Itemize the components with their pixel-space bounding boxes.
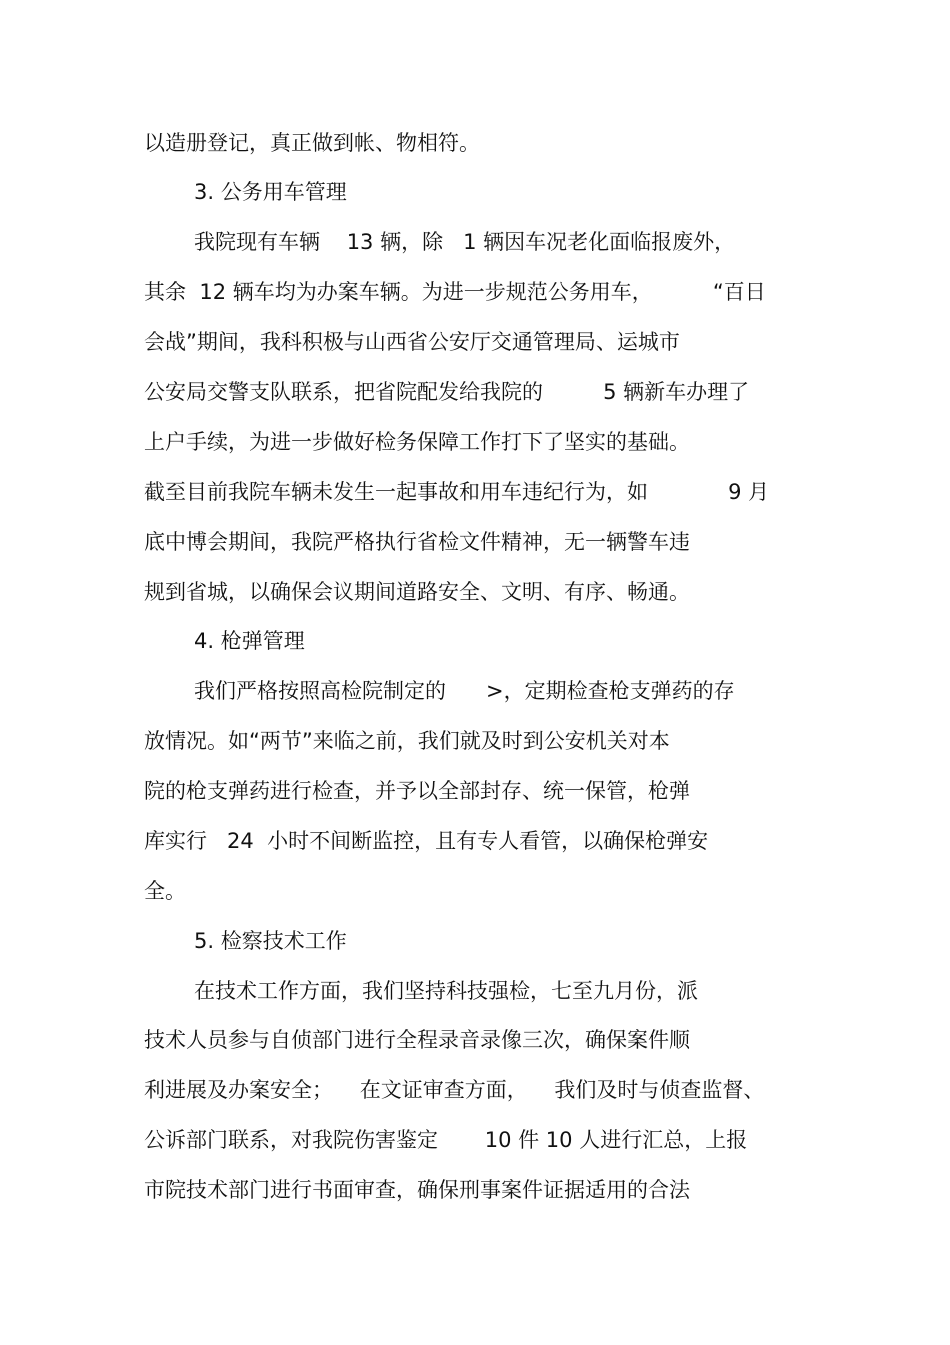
paragraph-line: 市院技术部门进行书面审查，确保刑事案件证据适用的合法 — [144, 1178, 690, 1202]
section-heading: 4. 枪弹管理 — [194, 629, 305, 653]
paragraph-line: 全。 — [144, 879, 186, 903]
paragraph-line: 在技术工作方面，我们坚持科技强检，七至九月份，派 — [194, 979, 698, 1003]
paragraph-line: 放情况。如“两节”来临之前，我们就及时到公安机关对本 — [144, 729, 670, 753]
paragraph-line: 技术人员参与自侦部门进行全程录音录像三次，确保案件顺 — [144, 1028, 690, 1052]
paragraph-line: 会战”期间，我科积极与山西省公安厅交通管理局、运城市 — [144, 330, 680, 354]
paragraph-line: 上户手续，为进一步做好检务保障工作打下了坚实的基础。 — [144, 430, 690, 454]
paragraph-line: 我们严格按照高检院制定的 >，定期检查枪支弹药的存 — [194, 679, 735, 703]
paragraph-line: 底中博会期间，我院严格执行省检文件精神，无一辆警车违 — [144, 530, 690, 554]
paragraph-line: 规到省城，以确保会议期间道路安全、文明、有序、畅通。 — [144, 580, 690, 604]
paragraph-line: 公安局交警支队联系，把省院配发给我院的 5 辆新车办理了 — [144, 380, 750, 404]
paragraph-line: 公诉部门联系，对我院伤害鉴定 10 件 10 人进行汇总，上报 — [144, 1128, 748, 1152]
paragraph-line: 院的枪支弹药进行检查，并予以全部封存、统一保管，枪弹 — [144, 779, 690, 803]
paragraph-line: 以造册登记，真正做到帐、物相符。 — [144, 131, 480, 155]
paragraph-line: 其余 12 辆车均为办案车辆。为进一步规范公务用车， “百日 — [144, 280, 766, 304]
paragraph-line: 截至目前我院车辆未发生一起事故和用车违纪行为，如 9 月 — [144, 480, 770, 504]
paragraph-line: 库实行 24 小时不间断监控，且有专人看管，以确保枪弹安 — [144, 829, 709, 853]
section-heading: 3. 公务用车管理 — [194, 180, 347, 204]
section-heading: 5. 检察技术工作 — [194, 929, 347, 953]
paragraph-line: 利进展及办案安全； 在文证审查方面， 我们及时与侦查监督、 — [144, 1078, 765, 1102]
paragraph-line: 我院现有车辆 13 辆，除 1 辆因车况老化面临报废外， — [194, 230, 736, 254]
